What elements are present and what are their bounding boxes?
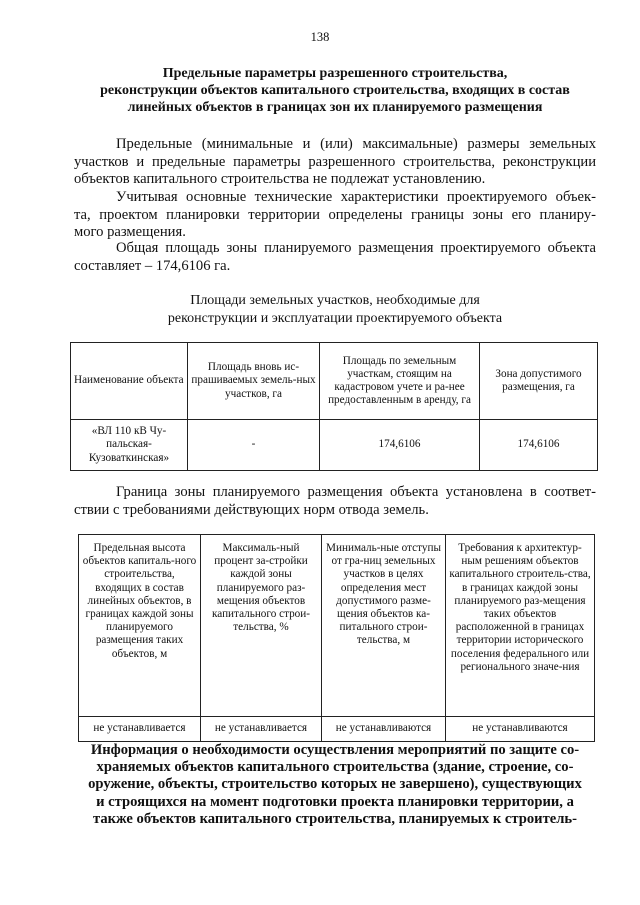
paragraph-line: Учитывая основные технические характеристики проектируемого объек- bbox=[116, 189, 596, 205]
cell-zone-area: 174,6106 bbox=[480, 420, 598, 471]
section-title-line: линейных объектов в границах зон их планируемого размещения bbox=[127, 100, 543, 115]
page-number: 138 bbox=[310, 30, 330, 44]
cell-object-name: «ВЛ 110 кВ Чу-пальская-Кузоваткинская» bbox=[71, 420, 188, 471]
caption-line: реконструкции и эксплуатации проектируемого объекта bbox=[167, 310, 503, 326]
header-min-setbacks: Минималь-ные отступы от гра-ниц земельных участков в целях определения мест допустимого разме-щения объектов ка-питального строи-тельства, м bbox=[322, 535, 446, 717]
building-parameters-table bbox=[78, 534, 595, 742]
section-title-line: реконструкции объектов капитального строительства, входящих в состав bbox=[100, 83, 570, 98]
paragraph-characteristics bbox=[74, 189, 596, 242]
table-header-row bbox=[71, 343, 598, 420]
cell-cadastral-area: 174,6106 bbox=[320, 420, 480, 471]
section-title-line: Предельные параметры разрешенного строительства, bbox=[162, 66, 508, 81]
heading-line: и строящихся на момент подготовки проекта планировки территории, а bbox=[96, 793, 574, 810]
heading-line: также объектов капитального строительства, планируемых к строитель- bbox=[92, 810, 577, 827]
land-area-table bbox=[70, 342, 598, 471]
paragraph-total-area bbox=[74, 240, 596, 275]
paragraph-line: объектов капитального строительства не подлежат установлению. bbox=[74, 171, 486, 187]
paragraph-line: Граница зоны планируемого размещения объекта установлена в соответ- bbox=[116, 484, 596, 500]
paragraph-limits bbox=[74, 136, 596, 189]
paragraph-line: участков и предельные параметры разрешенного строительства, реконструкции bbox=[74, 153, 596, 170]
header-max-height: Предельная высота объектов капиталь-ного строительства, входящих в состав линейных объектов, в границах каждой зоны планируемого размещения таких объектов, м bbox=[79, 535, 201, 717]
heading-line: храняемых объектов капитального строительства (здание, строение, со- bbox=[96, 759, 574, 776]
header-object-name: Наименование объекта bbox=[71, 343, 188, 420]
heading-line: оружение, объекты, строительство которых не завершено), существующих bbox=[88, 776, 582, 793]
heading-line: Информация о необходимости осуществления мероприятий по защите со- bbox=[90, 742, 580, 758]
protection-measures-heading bbox=[74, 742, 596, 828]
cell-value: не устанавливается bbox=[201, 717, 322, 742]
header-cadastral-area: Площадь по земельным участкам, стоящим на кадастровом учете и ра-нее предоставленным в аренду, га bbox=[320, 343, 480, 420]
paragraph-line: Предельные (минимальные и (или) максимальные) размеры земельных bbox=[116, 136, 596, 152]
table-row bbox=[71, 420, 598, 471]
header-zone-area: Зона допустимого размещения, га bbox=[480, 343, 598, 420]
table1-caption bbox=[70, 292, 600, 327]
paragraph-line: составляет – 174,6106 га. bbox=[74, 257, 231, 274]
cell-new-area: - bbox=[188, 420, 320, 471]
paragraph-line: ствии с требованиями действующих норм отвода земель. bbox=[74, 501, 429, 518]
paragraph-line: мого размещения. bbox=[74, 224, 186, 240]
header-max-percent: Максималь-ный процент за-стройки каждой зоны планируемого раз-мещения объектов капитального строи-тельства, % bbox=[201, 535, 322, 717]
paragraph-line: та, проектом планировки территории определены границы зоны его планиру- bbox=[74, 206, 596, 223]
header-new-area: Площадь вновь ис-прашиваемых земель-ных участков, га bbox=[188, 343, 320, 420]
cell-value: не устанавливается bbox=[79, 717, 201, 742]
cell-value: не устанавливаются bbox=[446, 717, 595, 742]
paragraph-boundary bbox=[74, 484, 596, 519]
section-title bbox=[70, 65, 600, 116]
paragraph-line: Общая площадь зоны планируемого размещения проектируемого объекта bbox=[116, 240, 596, 256]
table-header-row bbox=[79, 535, 595, 717]
header-architecture-requirements: Требования к архитектур-ным решениям объектов капитального строитель-ства, в границах каждой зоны планируемого раз-мещения таких объектов расположенной в границах территории исторического поселения федерального или регионального значе-ния bbox=[446, 535, 595, 717]
caption-line: Площади земельных участков, необходимые для bbox=[190, 293, 480, 308]
cell-value: не устанавливаются bbox=[322, 717, 446, 742]
table-row bbox=[79, 717, 595, 742]
